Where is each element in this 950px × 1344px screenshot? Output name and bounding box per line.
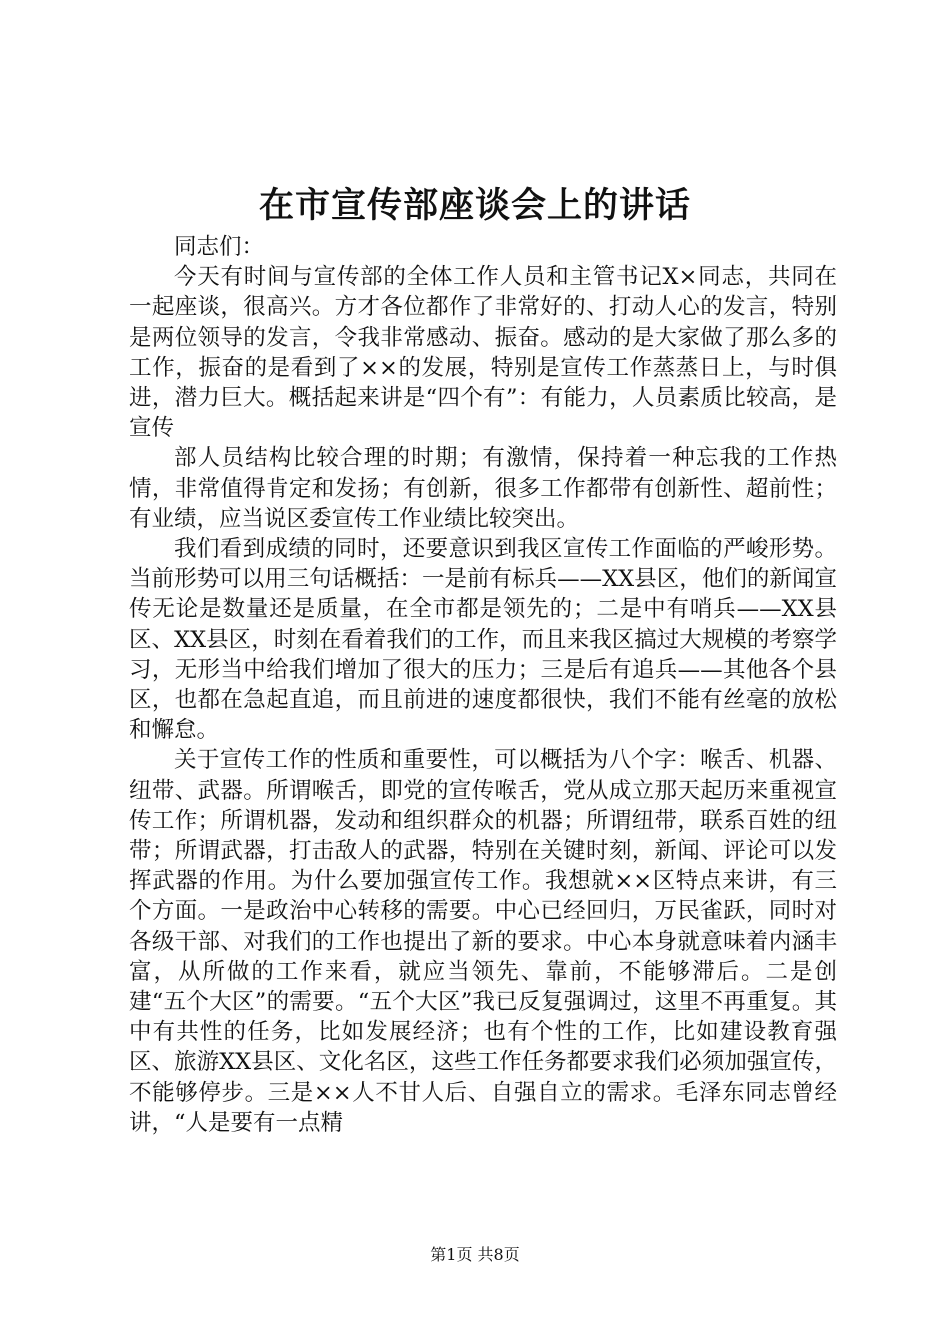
paragraph: 今天有时间与宣传部的全体工作人员和主管书记X×同志，共同在一起座谈，很高兴。方才各位都作了非常好的、打动人心的发言，特别是两位领导的发言，令我非常感动、振奋。感动的是大家做了那么多的工作，振奋的是看到了××的发展，特别是宣传工作蒸蒸日上，与时俱进，潜力巨大。概括起来讲是“四个有”：有能力，人员素质比较高，是宣传 xyxy=(129,264,837,442)
document-body xyxy=(129,232,837,1138)
paragraph: 部人员结构比较合理的时期；有激情，保持着一种忘我的工作热情，非常值得肯定和发扬；有创新，很多工作都带有创新性、超前性；有业绩，应当说区委宣传工作业绩比较突出。 xyxy=(129,445,837,532)
paragraph: 我们看到成绩的同时，还要意识到我区宣传工作面临的严峻形势。当前形势可以用三句话概括：一是前有标兵——XX县区，他们的新闻宣传无论是数量还是质量，在全市都是领先的；二是中有哨兵——XX县区、XX县区，时刻在看着我们的工作，而且来我区搞过大规模的考察学习，无形当中给我们增加了很大的压力；三是后有追兵——其他各个县区，也都在急起直追，而且前进的速度都很快，我们不能有丝毫的放松和懈怠。 xyxy=(129,536,837,744)
salutation: 同志们： xyxy=(174,234,265,260)
page-footer: 第1页 共8页 xyxy=(430,1245,520,1264)
page-title: 在市宣传部座谈会上的讲话 xyxy=(258,185,691,226)
paragraph: 关于宣传工作的性质和重要性，可以概括为八个字：喉舌、机器、纽带、武器。所谓喉舌，即党的宣传喉舌，党从成立那天起历来重视宣传工作；所谓机器，发动和组织群众的机器；所谓纽带，联系百姓的纽带；所谓武器，打击敌人的武器，特别在关键时刻，新闻、评论可以发挥武器的作用。为什么要加强宣传工作。我想就××区特点来讲，有三个方面。一是政治中心转移的需要。中心已经回归，万民雀跃，同时对各级干部、对我们的工作也提出了新的要求。中心本身就意味着内涵丰富，从所做的工作来看，就应当领先、靠前，不能够滞后。二是创建“五个大区”的需要。“五个大区”我已反复强调过，这里不再重复。其中有共性的任务，比如发展经济；也有个性的工作，比如建设教育强区、旅游XX县区、文化名区，这些工作任务都要求我们必须加强宣传，不能够停步。三是××人不甘人后、自强自立的需求。毛泽东同志曾经讲，“人是要有一点精 xyxy=(129,747,837,1136)
